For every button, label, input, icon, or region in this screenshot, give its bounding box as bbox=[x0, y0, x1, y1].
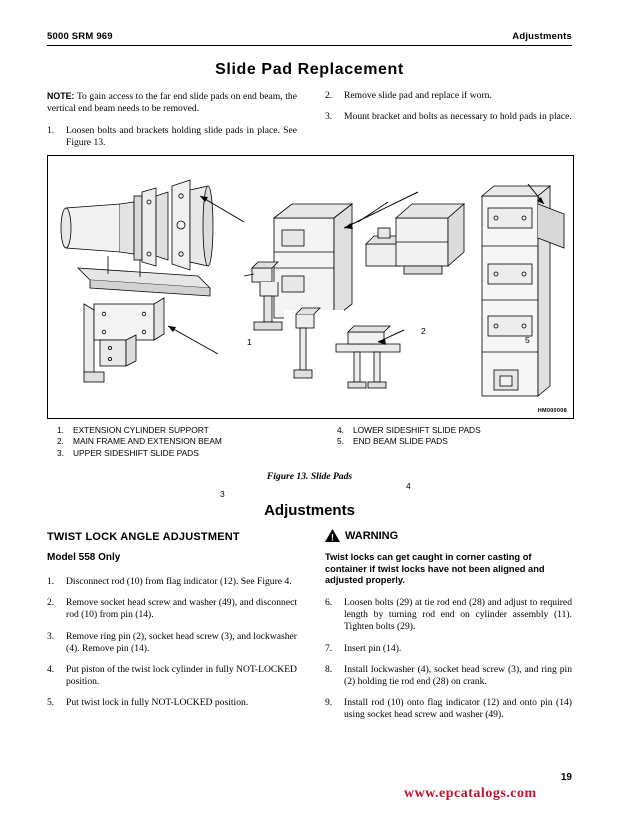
legend-text: UPPER SIDESHIFT SLIDE PADS bbox=[73, 447, 199, 458]
callout-2: 2 bbox=[421, 326, 426, 336]
list-item bbox=[57, 448, 317, 459]
section-title: Adjustments bbox=[264, 502, 355, 519]
step-text: Loosen bolts and brackets holding slide pads in place. See Figure 13. bbox=[66, 125, 297, 149]
step-text: Install lockwasher (4), socket head screw (3), and ring pin (2) holding tie rod end (28) on crank. bbox=[344, 663, 572, 688]
note-label: NOTE: bbox=[47, 91, 75, 101]
list-item bbox=[57, 436, 317, 447]
step-number: 1. bbox=[47, 576, 55, 587]
step-text: Remove slide pad and replace if worn. bbox=[344, 90, 492, 101]
subsection-heading: TWIST LOCK ANGLE ADJUSTMENT bbox=[47, 531, 240, 543]
page-title: Slide Pad Replacement bbox=[215, 61, 404, 78]
legend-column-right bbox=[337, 425, 587, 448]
step-number: 5. bbox=[47, 697, 55, 709]
figure-caption: Figure 13. Slide Pads bbox=[266, 471, 353, 482]
header-right-text: Adjustments bbox=[512, 31, 572, 42]
step-number: 1. bbox=[47, 125, 55, 136]
callout-5: 5 bbox=[525, 335, 530, 345]
legend-number: 5. bbox=[337, 436, 344, 447]
legend-number: 3. bbox=[57, 447, 64, 458]
list-item bbox=[325, 597, 572, 634]
model-heading: Model 558 Only bbox=[47, 552, 121, 563]
list-item bbox=[325, 697, 572, 721]
step-text: Insert pin (14). bbox=[344, 642, 402, 654]
list-item bbox=[47, 631, 297, 655]
legend-text: EXTENSION CYLINDER SUPPORT bbox=[73, 425, 209, 435]
list-item bbox=[325, 664, 572, 688]
step-number: 2. bbox=[47, 597, 55, 609]
legend-number: 1. bbox=[57, 425, 64, 435]
step-number: 4. bbox=[47, 664, 55, 676]
step-text: Put twist lock in fully NOT-LOCKED position. bbox=[66, 697, 249, 709]
list-item bbox=[325, 111, 572, 123]
adjustment-steps-left bbox=[47, 576, 297, 719]
step-text: Put piston of the twist lock cylinder in fully NOT-LOCKED position. bbox=[66, 664, 297, 688]
list-item bbox=[337, 436, 587, 447]
list-item bbox=[47, 664, 297, 688]
list-item bbox=[337, 425, 587, 436]
step-text: Remove ring pin (2), socket head screw (3), and lockwasher (4). Remove pin (14). bbox=[66, 630, 297, 654]
watermark-url: www.epcatalogs.com bbox=[404, 786, 537, 801]
callout-1: 1 bbox=[247, 337, 252, 347]
step-number: 2. bbox=[325, 90, 333, 101]
legend-number: 4. bbox=[337, 425, 344, 435]
step-number: 8. bbox=[325, 663, 333, 675]
warning-text: Twist locks can get caught in corner casting of container if twist locks have not been aligned and adjusted properly. bbox=[325, 552, 545, 586]
legend-number: 2. bbox=[57, 436, 64, 447]
slide-pads-drawing bbox=[48, 156, 573, 416]
steps-list-right bbox=[325, 90, 572, 132]
warning-label: WARNING bbox=[345, 529, 399, 542]
step-text: Mount bracket and bolts as necessary to hold pads in place. bbox=[344, 111, 572, 123]
list-item bbox=[47, 125, 297, 149]
step-number: 7. bbox=[325, 642, 333, 654]
legend-text: LOWER SIDESHIFT SLIDE PADS bbox=[353, 425, 481, 435]
callout-4: 4 bbox=[406, 481, 411, 491]
step-number: 3. bbox=[47, 630, 55, 642]
step-text: Install rod (10) onto flag indicator (12) and onto pin (14) using socket head screw and washer (49). bbox=[344, 697, 572, 721]
note-block bbox=[47, 90, 297, 115]
step-text: Disconnect rod (10) from flag indicator (12). See Figure 4. bbox=[66, 576, 292, 587]
legend-text: MAIN FRAME AND EXTENSION BEAM bbox=[73, 436, 222, 447]
note-text: To gain access to the far end slide pads on end beam, the vertical end beam needs to be removed. bbox=[47, 91, 297, 115]
list-item bbox=[47, 576, 297, 588]
list-item bbox=[47, 697, 297, 709]
figure-code: HM000008 bbox=[537, 408, 567, 414]
step-text: Loosen bolts (29) at tie rod end (28) and adjust to required length by turning rod end on cylinder assembly (11). Tighten bolts (29). bbox=[344, 597, 572, 633]
step-number: 6. bbox=[325, 597, 333, 608]
step-text: Remove socket head screw and washer (49), and disconnect rod (10) from pin (14). bbox=[66, 597, 297, 621]
page-header bbox=[47, 31, 572, 42]
warning-triangle-icon bbox=[325, 529, 340, 542]
svg-text:!: ! bbox=[331, 532, 334, 543]
header-left-text: 5000 SRM 969 bbox=[47, 31, 113, 42]
legend-column-left bbox=[57, 425, 317, 459]
callout-3: 3 bbox=[220, 489, 225, 499]
adjustment-steps-right bbox=[325, 597, 572, 731]
warning-header bbox=[325, 529, 398, 542]
step-number: 9. bbox=[325, 697, 333, 709]
steps-list-left bbox=[47, 125, 297, 158]
list-item bbox=[325, 90, 572, 102]
step-number: 3. bbox=[325, 111, 333, 123]
legend-text: END BEAM SLIDE PADS bbox=[353, 436, 448, 447]
list-item bbox=[47, 597, 297, 621]
header-divider bbox=[47, 45, 572, 46]
page-number: 19 bbox=[560, 772, 572, 783]
list-item bbox=[325, 643, 572, 655]
list-item bbox=[57, 425, 317, 436]
